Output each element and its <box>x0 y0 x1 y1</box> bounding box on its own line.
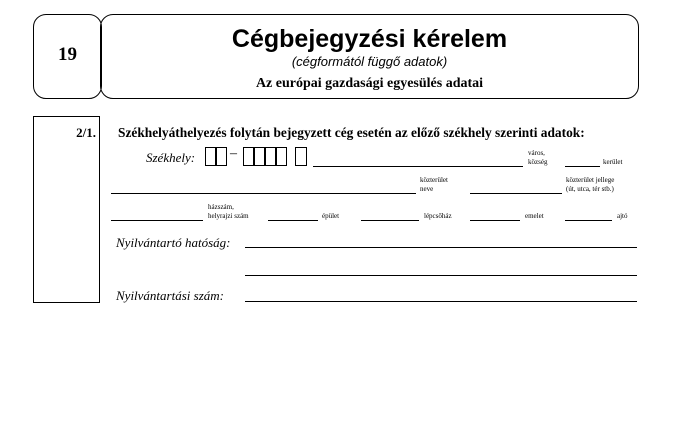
registry-authority-field-line2[interactable] <box>245 275 637 276</box>
street-name-label-line2: neve <box>420 185 434 193</box>
registry-authority-label: Nyilvántartó hatóság: <box>116 235 231 250</box>
staircase-label: lépcsőház <box>424 212 452 220</box>
house-number-label-line2: helyrajzi szám <box>208 212 249 220</box>
building-field[interactable] <box>268 220 318 221</box>
postcode-dash: – <box>230 146 237 161</box>
page-subtitle: (cégformától függő adatok) <box>291 54 448 69</box>
street-type-label-line1: közterület jellege <box>566 176 615 184</box>
house-number-field[interactable] <box>111 220 203 221</box>
floor-label: emelet <box>525 212 544 220</box>
street-name-label-line1: közterület <box>420 176 448 184</box>
postcode-digit-5[interactable] <box>265 147 276 166</box>
street-type-label-line2: (út, utca, tér stb.) <box>566 185 614 193</box>
postcode-digit-2[interactable] <box>216 147 227 166</box>
street-name-field[interactable] <box>111 193 416 194</box>
section-number: 2/1. <box>76 125 96 140</box>
postcode-digit-4[interactable] <box>254 147 265 166</box>
staircase-field[interactable] <box>361 220 419 221</box>
registry-number-label: Nyilvántartási szám: <box>116 288 224 303</box>
form-number: 19 <box>58 44 77 65</box>
form-heading: Az európai gazdasági egyesülés adatai <box>255 76 484 91</box>
building-label: épület <box>322 212 340 220</box>
city-field[interactable] <box>313 166 523 167</box>
seat-label: Székhely: <box>146 150 196 165</box>
registry-number-field[interactable] <box>245 301 637 302</box>
door-label: ajtó <box>617 212 628 220</box>
district-field[interactable] <box>565 166 600 167</box>
section-number-box <box>33 116 100 303</box>
street-type-field[interactable] <box>470 193 562 194</box>
postcode-digit-1[interactable] <box>205 147 216 166</box>
house-number-label-line1: házszám, <box>208 203 234 211</box>
city-label-line2: község <box>528 158 548 166</box>
postcode-digit-3[interactable] <box>243 147 254 166</box>
door-field[interactable] <box>565 220 612 221</box>
city-label-line1: város, <box>528 149 545 157</box>
floor-field[interactable] <box>470 220 520 221</box>
district-label: kerület <box>603 158 623 166</box>
postcode-digit-6[interactable] <box>276 147 287 166</box>
page-title: Cégbejegyzési kérelem <box>231 25 508 53</box>
registry-authority-field[interactable] <box>245 247 637 248</box>
postcode-extra-cell[interactable] <box>295 147 307 166</box>
section-title: Székhelyáthelyezés folytán bejegyzett cég esetén az előző székhely szerinti adatok: <box>118 125 585 140</box>
